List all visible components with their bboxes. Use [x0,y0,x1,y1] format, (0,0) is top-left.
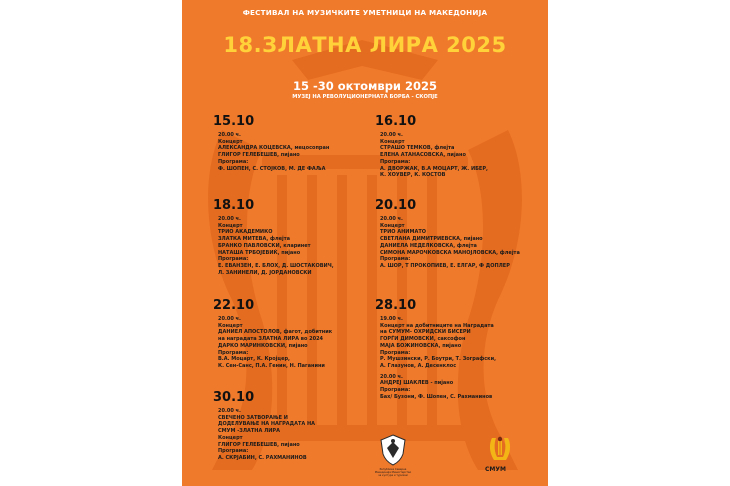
event-line: Програма: [380,158,411,165]
event-date: 28.10 [375,298,417,313]
event-15-10 [213,114,330,172]
event-line: АНДРЕЈ ШАКЛЕВ - пијано [380,380,454,387]
festival-venue: МУЗЕЈ НА РЕВОЛУЦИОНЕРНАТА БОРБА - СКОПЈЕ [292,94,438,100]
event-line: Е. ЕВАНЗЕН, Е. БЛОХ, Д. ШОСТАКОВИЧ, [218,262,334,269]
event-line: А. ДВОРЖАК, В.А МОЦАРТ, Ж. ИБЕР, [380,165,488,172]
event-line: 20.00 ч. [218,132,241,138]
event-date: 16.10 [375,114,417,129]
event-line: ЗЛАТКА МИТЕВА, флејта [218,236,290,243]
event-16-10 [375,114,488,179]
festival-poster [182,0,548,486]
festival-dates: 15 -30 октомври 2025 [292,79,438,93]
event-line: Програма: [380,256,411,263]
event-line: Бах/ Бузони, Ф. Шопен, С. Рахманинов [380,393,493,400]
event-line: Концерт [218,322,243,329]
event-line: Концерт [218,138,243,145]
event-line: Ф. ШОПЕН, С. СТОЈКОВ, М. ДЕ ФАЉА [218,165,326,172]
event-line: СТРАШО ТЕМКОВ, флејта [380,145,455,152]
event-30-10 [213,390,316,462]
ministry-coat-of-arms-icon [380,434,406,466]
event-line: К. ХОУВЕР, К. КОСТОВ [380,172,446,179]
event-line: ТРИО АКАДЕМИКО [218,229,273,236]
event-line: Концерт [218,222,243,229]
event-line: Програма: [218,256,249,263]
event-line: А. Глазунов, А. Десенклос [380,362,457,369]
event-line: ДАРКО МАРИНКОВСКИ, пијано [218,342,308,349]
event-line: СВЕЧЕНО ЗАТВОРАЊЕ И [218,414,288,421]
event-line: БРАНКО ПАВЛОВСКИ, кларинет [218,242,311,249]
event-28-10 [375,298,496,400]
event-line: ЕЛЕНА АТАНАСОВСКА, пијано [380,152,466,159]
event-line: Програма: [380,387,411,394]
smum-label: СМУМ [485,466,506,473]
event-line: Програма: [380,349,411,356]
event-line: на СУМУМ- ОХРИДСКИ БИСЕРИ [380,329,471,336]
event-line: АЛЕКСАНДРА КОЦЕВСКА, мецосопран [218,145,330,152]
event-line: ДАНИЕЛА НЕДЕЛКОВСКА, флејта [380,242,477,249]
event-date: 18.10 [213,198,255,213]
event-line: ДАНИЕЛ АПОСТОЛОВ, фагот, добитник [218,329,333,336]
event-line: 20.00 ч. [380,216,403,222]
event-line: СВЕТЛАНА ДИМИТРИЕВСКА, пијано [380,236,483,243]
event-line: Програма: [218,349,249,356]
event-line: Р. Мушзински, Р. Боутри, Т. Зографски, [380,356,496,363]
event-line: А. ШОР, Т ПРОКОПИЕВ, Е. ЕЛГАР, Ф ДОПЛЕР [380,262,510,269]
event-line: Концерт [218,434,243,441]
event-line: Програма: [218,158,249,165]
event-date: 20.10 [375,198,417,213]
event-line: Концерт на добитниците на Наградата [380,322,494,329]
smum-logo-icon [488,436,512,462]
event-line: СИМОНА МАРОЧКОВСКА МАНОЈЛОВСКА, флејта [380,249,520,256]
event-line: 20.00 ч. [218,216,241,222]
event-line: К. Сен-Санс, П.А. Генин, Н. Паганини [218,362,325,369]
festival-subtitle: ФЕСТИВАЛ НА МУЗИЧКИТЕ УМЕТНИЦИ НА МАКЕДОНИЈА [242,8,488,17]
event-line: Концерт [380,222,405,229]
event-line: НАТАША ТРБОЈЕВИЌ, пијано [218,249,301,256]
event-line: ТРИО АНИМАТО [380,229,426,236]
event-line: Л. ЗАНИНЕЛИ, Д. ЈОРДАНОВСКИ [218,269,312,276]
event-line: 20.00 ч. [218,408,241,414]
event-line: СМУМ -ЗЛАТНА ЛИРА [218,428,280,435]
event-22-10 [213,298,333,370]
event-line: 19.00 ч. [380,316,403,322]
event-line: на наградата ЗЛАТНА ЛИРА во 2024 [218,336,324,343]
event-line: Програма: [218,448,249,455]
event-line: 20.00 ч. [380,373,403,380]
event-line: 20.00 ч. [380,132,403,138]
event-line: А. СКРЈАБИН, С. РАХМАНИНОВ [218,454,307,461]
event-line: 20.00 ч. [218,316,241,322]
event-line: Концерт [380,138,405,145]
event-line: В.А. Моцарт, К. Кројцер, [218,356,290,363]
event-20-10 [375,198,520,270]
event-line: ДОДЕЛУВАЊЕ НА НАГРАДАТА НА [218,421,316,428]
event-date: 30.10 [213,390,255,405]
event-date: 22.10 [213,298,255,313]
event-18-10 [213,198,334,276]
ministry-label: Република Северна Македонија Министерство за култура и туризам [374,468,412,477]
festival-title: 18.ЗЛАТНА ЛИРА 2025 [223,33,507,57]
event-line: МАЈА БОЖИНОВСКА, пијано [380,342,462,349]
event-line: ГЛИГОР ГЕЛЕБЕШЕВ, пијано [218,441,300,448]
event-line: ГЛИГОР ГЕЛЕБЕШЕВ, пијано [218,152,300,159]
event-date: 15.10 [213,114,255,129]
event-line: ГОРЃИ ДИМОВСКИ, саксофон [380,336,466,343]
